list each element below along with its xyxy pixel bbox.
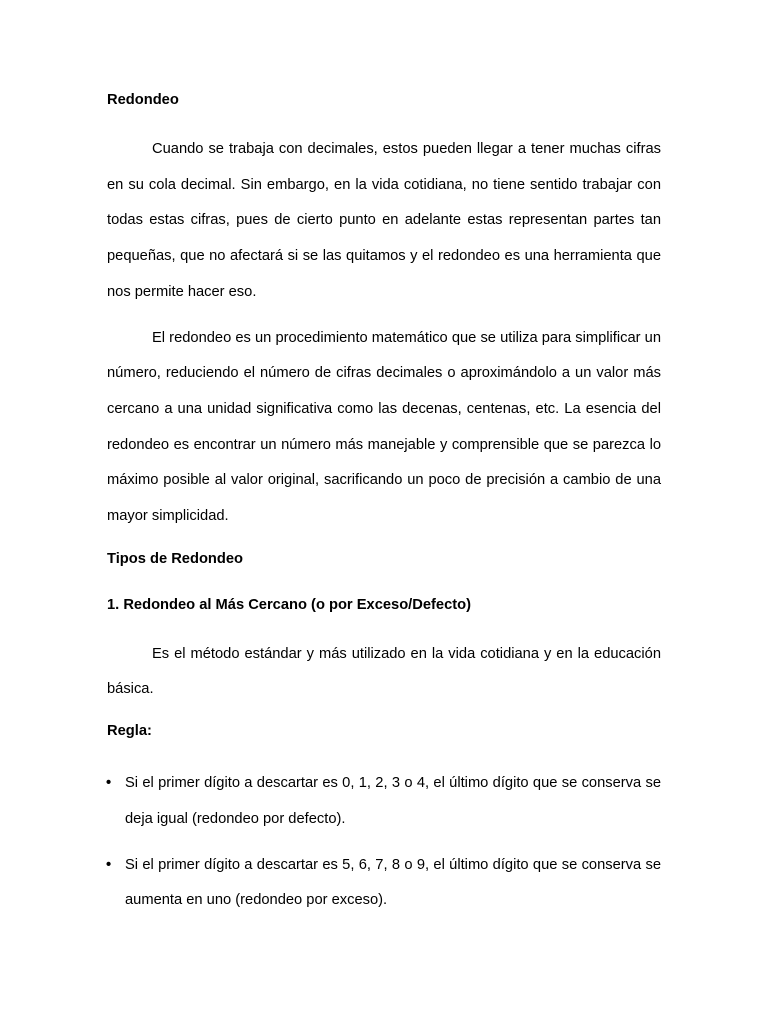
intro-paragraph: Cuando se trabaja con decimales, estos pueden llegar a tener muchas cifras en su cola decimal. Sin embargo, en la vida cotidiana, no tiene sentido trabajar con todas estas cifras, pues de cierto punto en adelante estas representan partes tan pequeñas, que no afectará si se las quitamos y el redondeo es una herramienta que nos permite hacer eso. xyxy=(107,141,661,300)
bullet-icon: • xyxy=(106,856,112,873)
rule-list xyxy=(107,766,661,919)
definition-paragraph: El redondeo es un procedimiento matemático que se utiliza para simplificar un número, reduciendo el número de cifras decimales o aproximándolo a un valor más cercano a una unidad significativa como las decenas, centenas, etc. La esencia del redondeo es encontrar un número más manejable y comprensible que se parezca lo máximo posible al valor original, sacrificando un poco de precisión a cambio de una mayor simplicidad. xyxy=(107,329,661,525)
rule-list-item xyxy=(107,848,661,919)
document-body xyxy=(107,89,661,929)
subsection-heading-nearest: 1. Redondeo al Más Cercano (o por Exceso/Defecto) xyxy=(107,596,472,613)
rule-heading: Regla: xyxy=(107,723,152,740)
document-title: Redondeo xyxy=(107,92,179,108)
rule-list-item xyxy=(107,766,661,837)
section-heading-types: Tipos de Redondeo xyxy=(107,550,244,567)
method-description-paragraph: Es el método estándar y más utilizado en la vida cotidiana y en la educación básica. xyxy=(107,645,661,698)
rule-text: Si el primer dígito a descartar es 5, 6, 7, 8 o 9, el último dígito que se conserva se aumenta en uno (redondeo por exceso). xyxy=(125,856,661,909)
bullet-icon: • xyxy=(106,775,112,792)
rule-text: Si el primer dígito a descartar es 0, 1, 2, 3 o 4, el último dígito que se conserva se deja igual (redondeo por defecto). xyxy=(125,775,661,827)
